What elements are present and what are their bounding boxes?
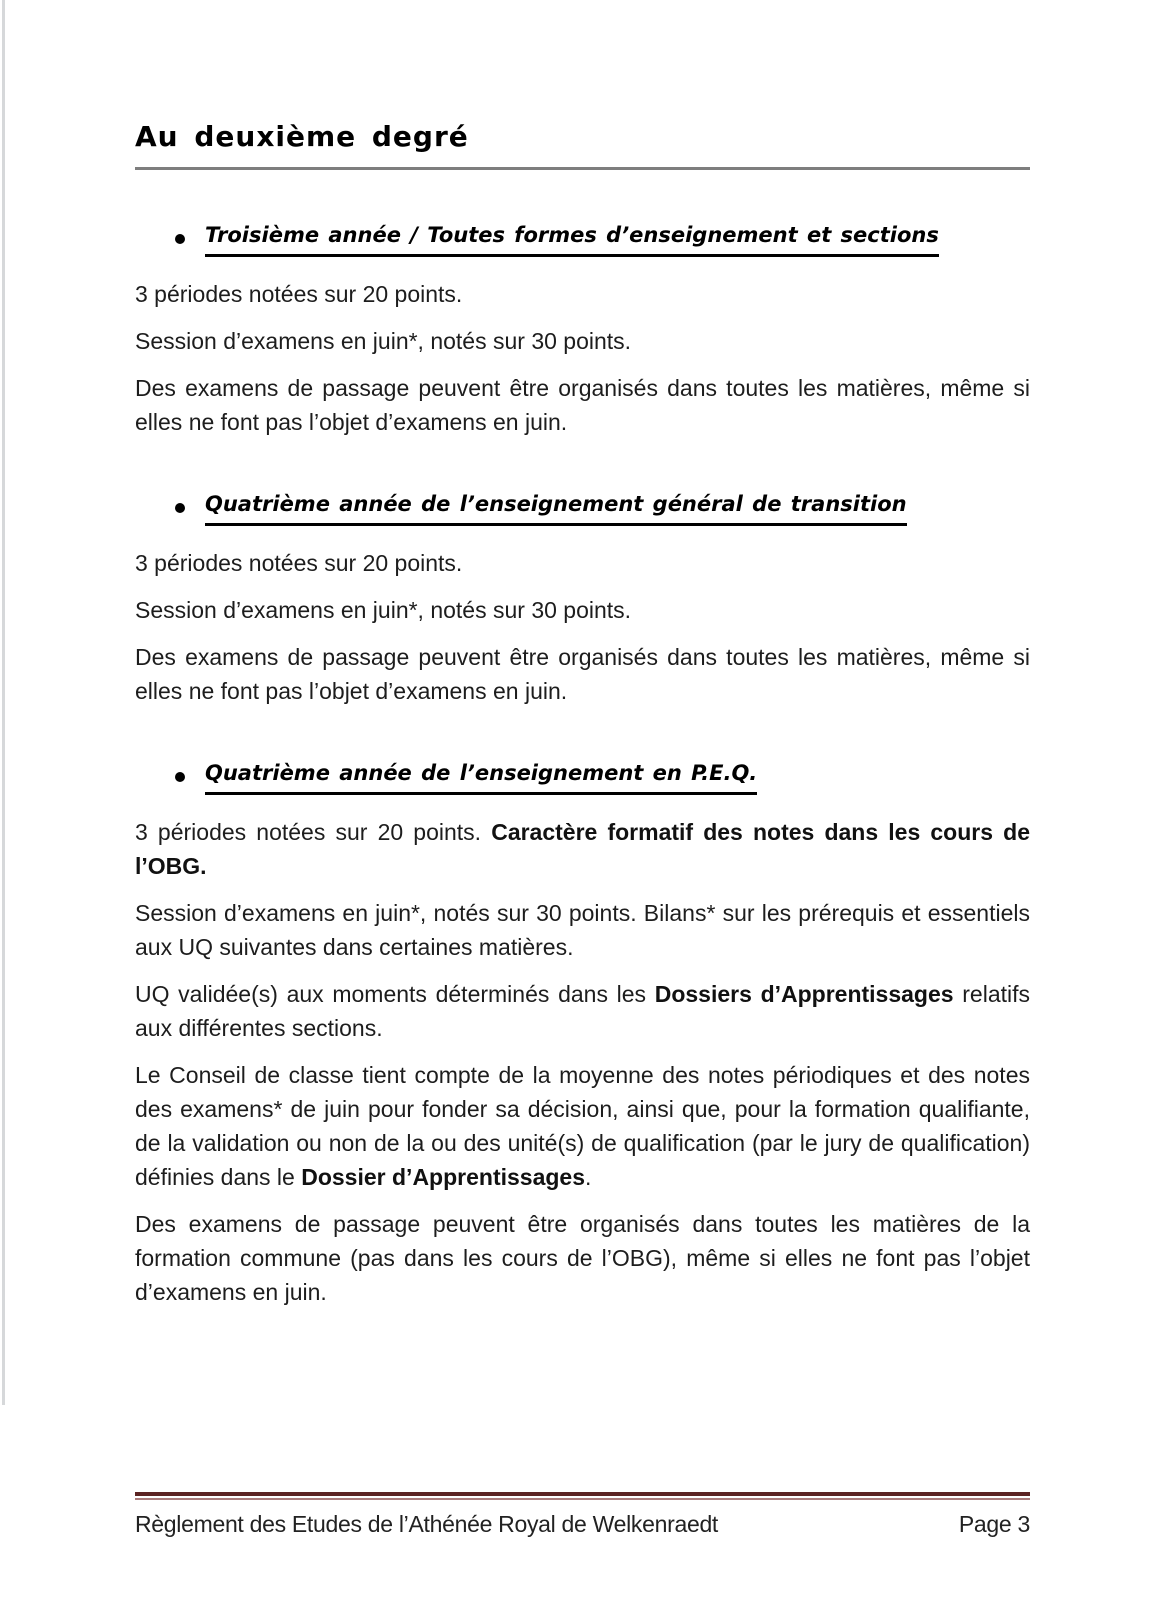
paragraph: UQ validée(s) aux moments déterminés dans les Dossiers d’Apprentissages relatifs aux différentes sections. [135, 981, 1031, 1041]
page-number: Page 3 [958, 1511, 1030, 1537]
section-heading-text: Quatrième année de l’enseignement général de transition [205, 489, 907, 526]
footer-document-title: Règlement des Etudes de l’Athénée Royal de Welkenraedt [135, 1511, 719, 1537]
footer-rule-light [135, 1498, 1030, 1500]
paragraph: Le Conseil de classe tient compte de la moyenne des notes périodiques et des notes des examens* de juin pour fonder sa décision, ainsi que, pour la formation qualifiante, de la validation ou non de la ou des unité(s) de qualification (par le jury de qualification) définies dans le Dossier d’Apprentissages. [135, 1062, 1030, 1190]
section-heading [135, 220, 1030, 257]
paragraph: 3 périodes notées sur 20 points. Caractère formatif des notes dans les cours de l’OBG. [135, 819, 1030, 879]
section-heading [135, 489, 1030, 526]
section-paragraphs [135, 546, 1030, 708]
section-heading-text: Troisième année / Toutes formes d’enseignement et sections [205, 220, 939, 257]
paragraph: 3 périodes notées sur 20 points. [135, 550, 463, 576]
paragraph: Des examens de passage peuvent être organisés dans toutes les matières, même si elles ne font pas l’objet d’examens en juin. [135, 375, 1030, 435]
paragraph: Session d’examens en juin*, notés sur 30 points. [135, 597, 632, 623]
page-title: Au deuxième degré [135, 120, 469, 153]
section-paragraphs [135, 815, 1030, 1309]
page-content [135, 0, 1030, 1322]
section-heading-text: Quatrième année de l’enseignement en P.E.Q. [205, 758, 757, 795]
section-heading [135, 758, 1030, 795]
page-footer [135, 1492, 1030, 1539]
section [135, 758, 1030, 1309]
title-rule [135, 167, 1030, 170]
paragraph: Des examens de passage peuvent être organisés dans toutes les matières de la formation commune (pas dans les cours de l’OBG), même si elles ne font pas l’objet d’examens en juin. [135, 1211, 1030, 1305]
section [135, 220, 1030, 439]
footer-rule-dark [135, 1492, 1030, 1496]
section [135, 489, 1030, 708]
section-paragraphs [135, 277, 1030, 439]
paragraph: 3 périodes notées sur 20 points. [135, 281, 463, 307]
bullet-icon [175, 503, 185, 513]
paragraph: Des examens de passage peuvent être organisés dans toutes les matières, même si elles ne font pas l’objet d’examens en juin. [135, 644, 1030, 704]
sections [135, 220, 1030, 1309]
page-edge-line [2, 0, 5, 1405]
bullet-icon [175, 772, 185, 782]
paragraph: Session d’examens en juin*, notés sur 30 points. Bilans* sur les prérequis et essentiels aux UQ suivantes dans certaines matières. [135, 900, 1030, 960]
footer-row [135, 1509, 1030, 1539]
paragraph: Session d’examens en juin*, notés sur 30 points. [135, 328, 632, 354]
bullet-icon [175, 234, 185, 244]
